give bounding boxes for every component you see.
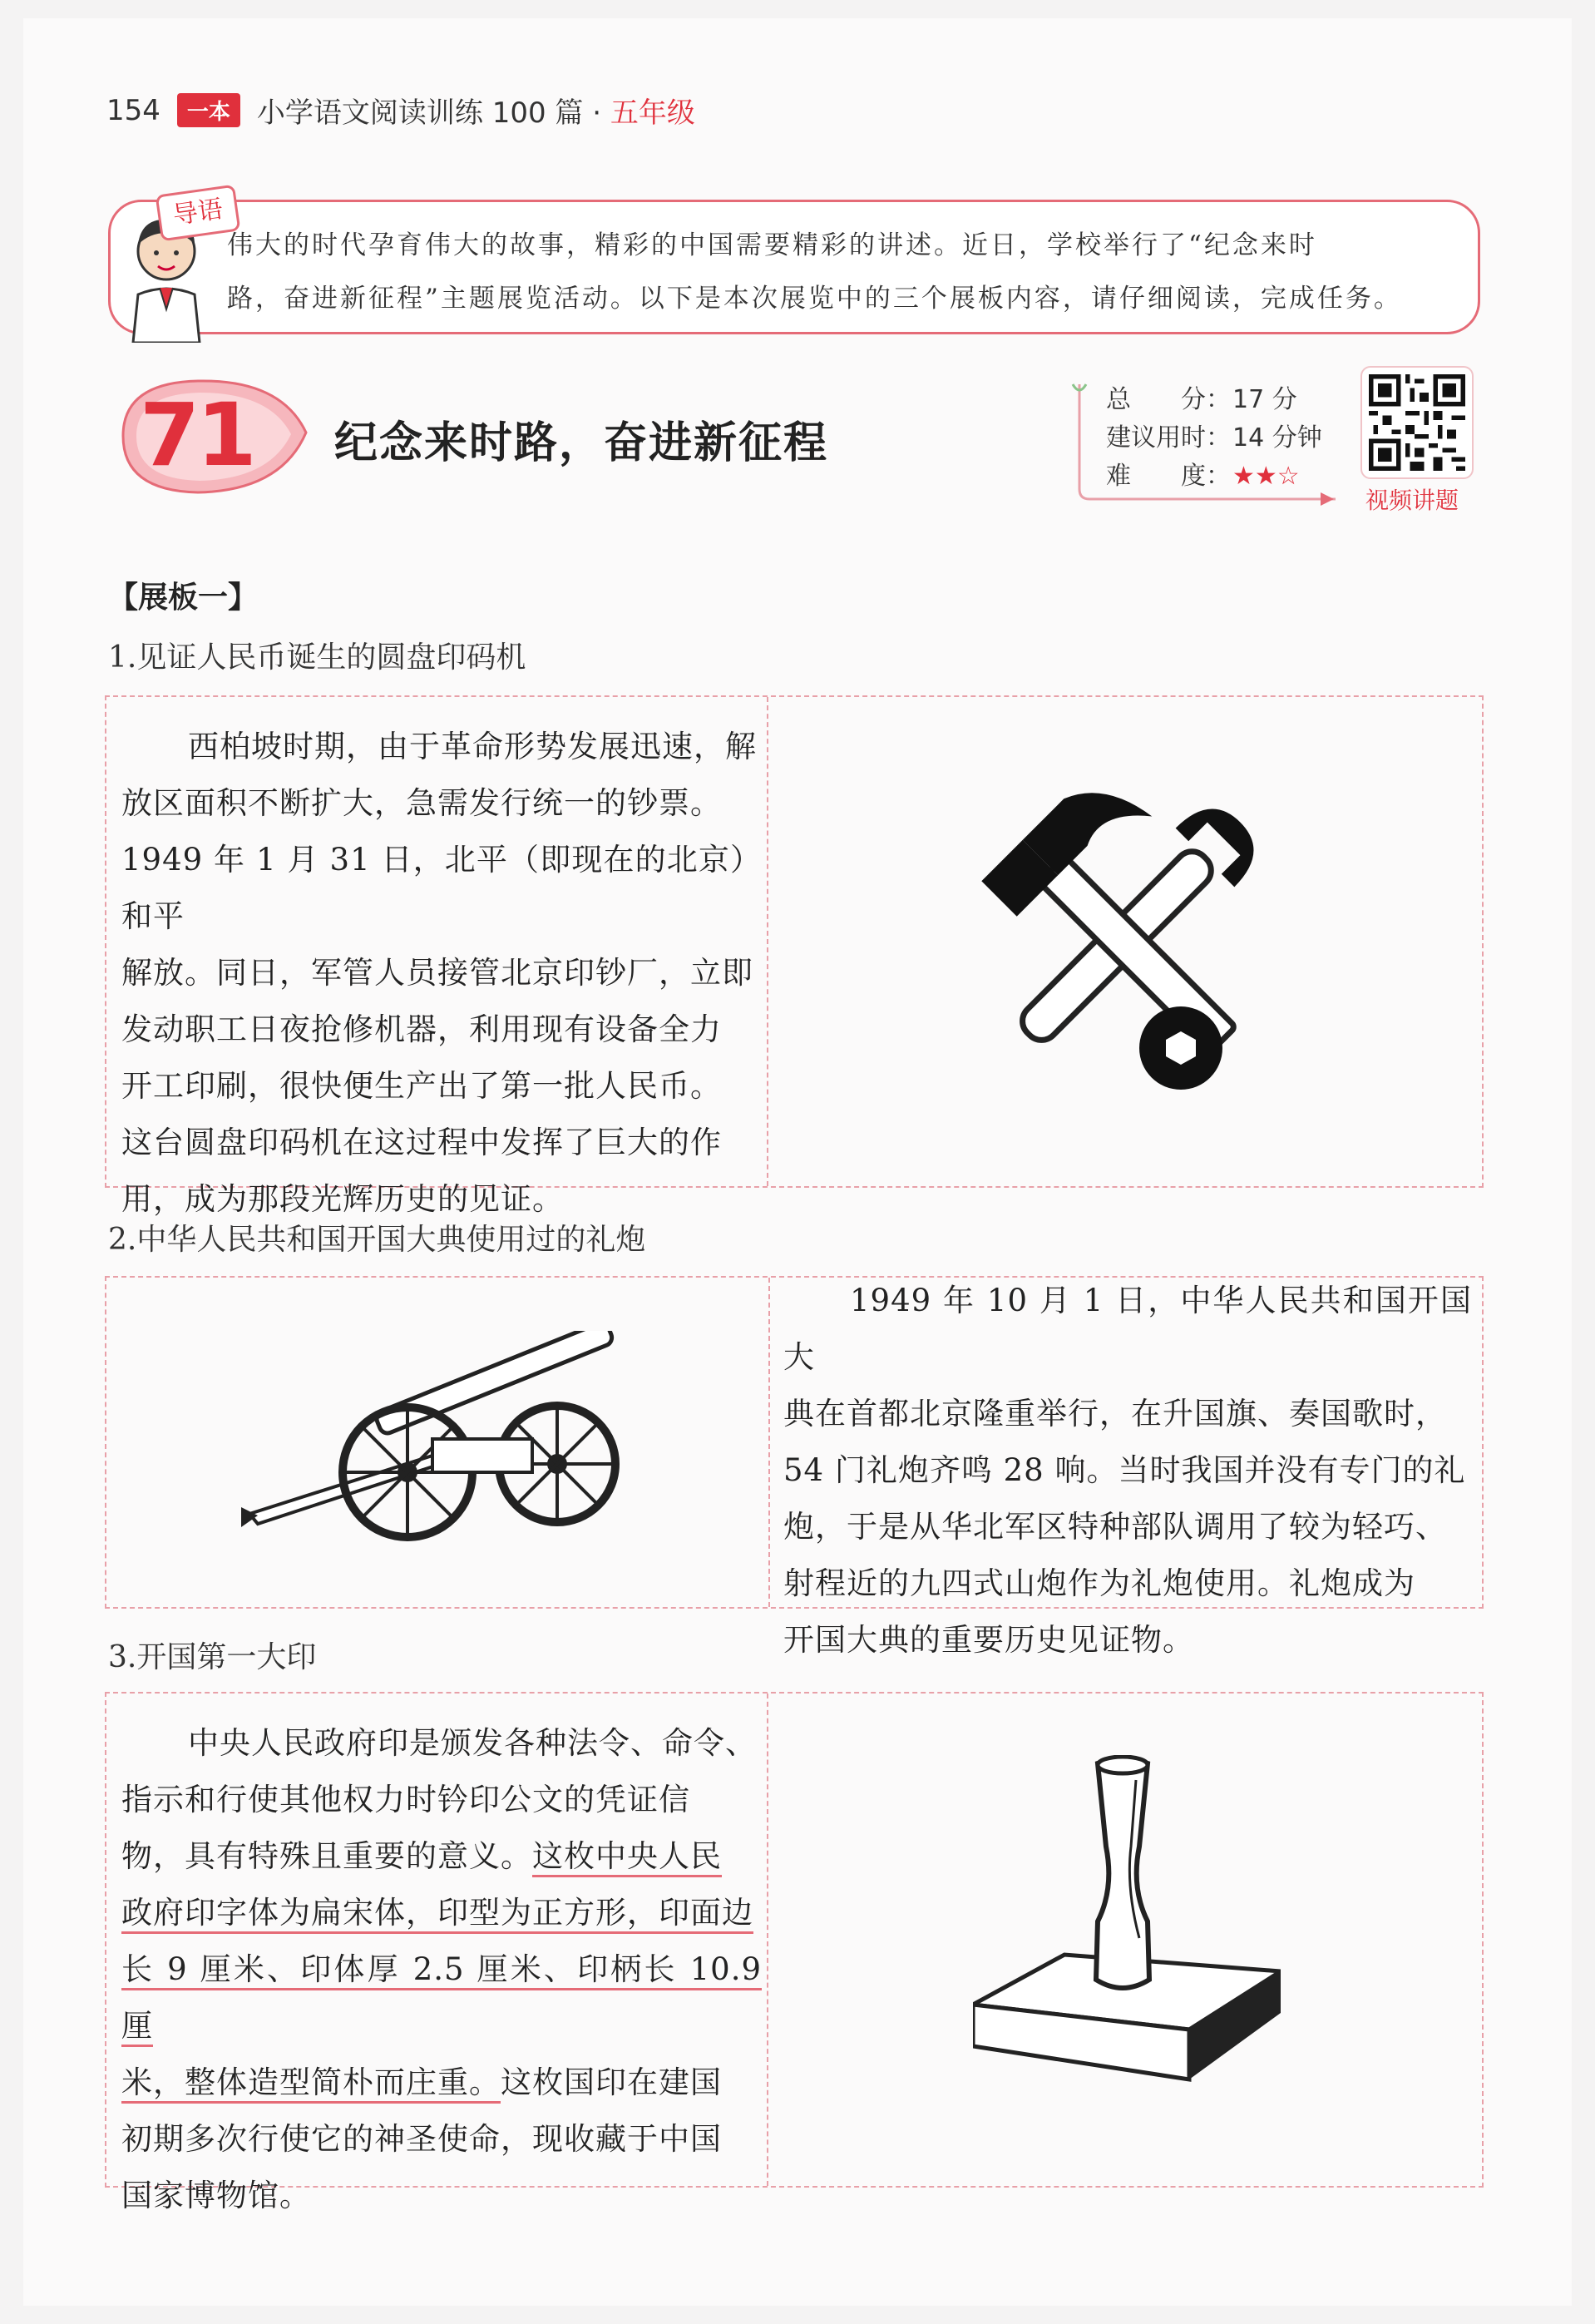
qr-code-icon[interactable] <box>1360 366 1474 479</box>
video-lesson-link[interactable]: 视频讲题 <box>1365 487 1459 514</box>
page-number: 154 <box>106 93 160 127</box>
intro-tag: 导语 <box>156 185 241 242</box>
item-title: 1.见证人民币诞生的圆盘印码机 <box>108 640 526 675</box>
meta-info: 总 分：17 分 建议用时：14 分钟 难 度：★★☆ <box>1106 385 1322 491</box>
intro-box <box>108 200 1480 334</box>
item-title: 2.中华人民共和国开国大典使用过的礼炮 <box>108 1223 646 1257</box>
item-title: 3.开国第一大印 <box>108 1640 317 1674</box>
underlined-text: 长 9 厘米、印体厚 2.5 厘米、印柄长 10.9 厘 <box>121 1951 762 2044</box>
underlined-text: 米，整体造型简朴而庄重。 <box>121 2064 501 2100</box>
lesson-number: 71 <box>140 384 254 486</box>
exhibit-text: 西柏坡时期，由于革命形势发展迅速，解 放区面积不断扩大，急需发行统一的钞票。 1949 年 1 月 31 日，北平（即现在的北京）和平 解放。同日，军管人员接管北京印钞厂，立即 发动职工日夜抢修机器，利用现有设备全力 开工印刷，很快便生产出了第一批人民币。 这台圆盘印码机在这过程中发挥了巨大的作 用，成为那段光辉历史的见证。 <box>121 729 762 1217</box>
difficulty-stars: ★★☆ <box>1232 462 1300 491</box>
seal-stamp-icon <box>973 1755 1281 2104</box>
brand-badge: 一本 <box>177 93 240 127</box>
panel-heading: 【展板一】 <box>108 581 259 615</box>
book-title: 小学语文阅读训练 100 篇 · 五年级 <box>256 96 695 130</box>
page-header <box>106 90 695 131</box>
underlined-text: 政府印字体为扁宋体，印型为正方形，印面边 <box>121 1895 753 1931</box>
intro-text: 伟大的时代孕育伟大的故事，精彩的中国需要精彩的讲述。近日，学校举行了“纪念来时 路，奋进新征程”主题展览活动。以下是本次展览中的三个展板内容，请仔细阅读，完成任务。 <box>227 230 1402 314</box>
hammer-wrench-icon <box>956 774 1289 1106</box>
exhibit-text: 中央人民政府印是颁发各种法令、命令、 指示和行使其他权力时钤印公文的凭证信 物，具有特殊且重要的意义。这枚中央人民 政府印字体为扁宋体，印型为正方形，印面边 长 9 厘米、印体厚 2.5 厘米、印柄长 10.9 厘 米，整体造型简朴而庄重。这枚国印在建国 初期多次行使它的神圣使命，现收藏于中国 国家博物馆。 <box>121 1725 762 2213</box>
underlined-text: 这枚中央人民 <box>532 1838 722 1874</box>
exhibit-text: 1949 年 10 月 1 日，中华人民共和国开国大 典在首都北京隆重举行，在升国旗、奏国歌时， 54 门礼炮齐鸣 28 响。当时我国并没有专门的礼 炮，于是从华北军区特种部队调用了较为轻巧、 射程近的九四式山炮作为礼炮使用。礼炮成为 开国大典的重要历史见证物。 <box>783 1283 1472 1658</box>
cannon-icon <box>241 1331 640 1547</box>
lesson-title: 纪念来时路，奋进新征程 <box>334 418 829 468</box>
